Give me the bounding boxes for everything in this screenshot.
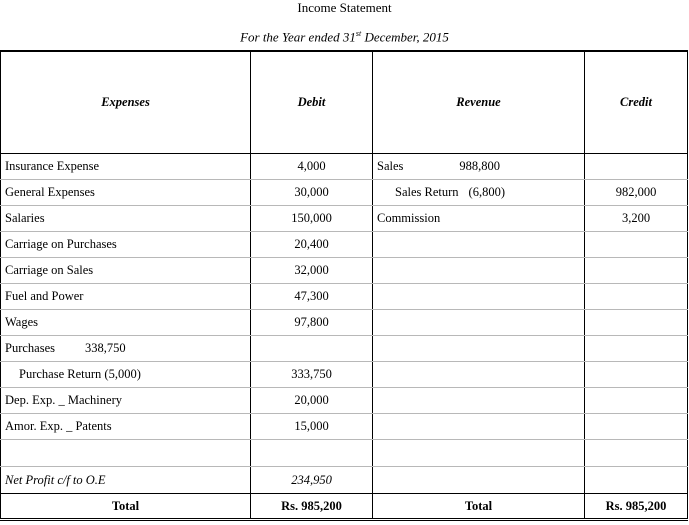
expense-sub-amount: (5,000) [104,367,141,381]
credit-cell [585,414,688,440]
expense-cell [1,362,251,388]
expense-label: Purchases [5,341,55,355]
total-row [1,494,688,520]
expense-label: Purchase Return [19,367,102,381]
credit-cell [585,232,688,258]
income-statement-table [0,50,688,521]
header-credit: Credit [585,51,688,154]
debit-cell [251,336,373,362]
statement-title: Income Statement [297,0,392,15]
revenue-cell [373,336,585,362]
empty-row [1,440,688,467]
expense-cell: General Expenses [1,180,251,206]
debit-cell: 30,000 [251,180,373,206]
revenue-cell [373,467,585,494]
revenue-sub-amount: 988,800 [459,159,501,173]
expense-cell: Amor. Exp. _ Patents [1,414,251,440]
expense-cell [1,336,251,362]
debit-cell: 4,000 [251,154,373,180]
table-row [1,362,688,388]
total-label-right: Total [373,494,585,520]
revenue-cell [373,440,585,467]
revenue-cell [373,388,585,414]
table-row [1,388,688,414]
revenue-cell [373,180,585,206]
period-ordinal-suffix: st [355,29,362,38]
revenue-cell [373,232,585,258]
credit-cell: 982,000 [585,180,688,206]
net-profit-amount: 234,950 [251,467,373,494]
expense-cell: Carriage on Purchases [1,232,251,258]
revenue-cell [373,414,585,440]
table-row [1,258,688,284]
statement-period [0,26,689,45]
debit-cell: 20,000 [251,388,373,414]
expense-cell: Carriage on Sales [1,258,251,284]
revenue-label: Sales Return [395,185,459,199]
revenue-label: Sales [377,159,404,173]
credit-cell [585,362,688,388]
header-row [1,51,688,154]
table-row [1,336,688,362]
table-row [1,206,688,232]
table-row [1,414,688,440]
credit-cell [585,154,688,180]
period-prefix: For the Year ended 31 [240,29,356,45]
table-row [1,154,688,180]
credit-cell [585,336,688,362]
credit-cell [585,310,688,336]
table-row [1,284,688,310]
net-profit-label: Net Profit c/f to O.E [1,467,251,494]
revenue-cell [373,258,585,284]
credit-cell: 3,200 [585,206,688,232]
revenue-cell: Commission [373,206,585,232]
expense-sub-amount: 338,750 [85,341,126,355]
table-row [1,310,688,336]
header-expenses: Expenses [1,51,251,154]
credit-cell [585,440,688,467]
debit-cell: 47,300 [251,284,373,310]
debit-cell: 333,750 [251,362,373,388]
revenue-cell [373,362,585,388]
expense-cell: Dep. Exp. _ Machinery [1,388,251,414]
credit-cell [585,388,688,414]
credit-cell [585,467,688,494]
debit-cell: 20,400 [251,232,373,258]
debit-cell: 97,800 [251,310,373,336]
debit-cell: 32,000 [251,258,373,284]
table-row [1,232,688,258]
debit-cell [251,440,373,467]
header-debit: Debit [251,51,373,154]
expense-cell: Wages [1,310,251,336]
table-row [1,180,688,206]
credit-cell [585,258,688,284]
debit-cell: 150,000 [251,206,373,232]
revenue-cell [373,154,585,180]
header-revenue: Revenue [373,51,585,154]
total-credit: Rs. 985,200 [585,494,688,520]
credit-cell [585,284,688,310]
period-suffix: December, 2015 [361,29,449,45]
expense-cell [1,440,251,467]
revenue-sub-amount: (6,800) [468,185,505,199]
expense-cell: Salaries [1,206,251,232]
total-label-left: Total [1,494,251,520]
expense-cell: Insurance Expense [1,154,251,180]
net-profit-row [1,467,688,494]
expense-cell: Fuel and Power [1,284,251,310]
revenue-cell [373,310,585,336]
debit-cell: 15,000 [251,414,373,440]
total-debit: Rs. 985,200 [251,494,373,520]
revenue-cell [373,284,585,310]
